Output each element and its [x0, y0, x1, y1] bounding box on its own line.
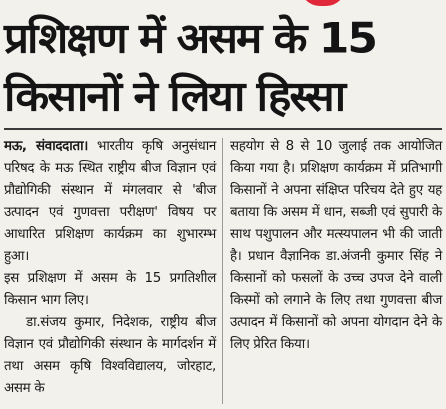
- article-column-1: [4, 136, 216, 400]
- headline-rule: [4, 128, 442, 130]
- dateline: मऊ, संवाददाता।: [4, 139, 89, 154]
- paragraph-2: इस प्रशिक्षण में असम के 15 प्रगतिशील किसान भाग लिए।: [4, 271, 216, 308]
- headline: [0, 10, 446, 126]
- paragraph-3: डा.संजय कुमार, निदेशक, राष्ट्रीय बीज विज्ञान एवं प्रौद्योगिकी संस्थान के मार्गदर्शन में तथा असम कृषि विश्वविद्यालय, जोरहाट, असम के: [4, 315, 216, 396]
- red-graphic-mark: [300, 0, 346, 6]
- paragraph-1-text: भारतीय कृषि अनुसंधान परिषद के मऊ स्थित राष्ट्रीय बीज विज्ञान एवं प्रौद्योगिकी संस्थान में मंगलवार से 'बीज उत्पादन एवं गुणवत्ता परीक्षण' विषय पर आधारित प्रशिक्षण कार्यक्रम का शुभारम्भ हुआ।: [4, 139, 216, 264]
- headline-line-1: प्रशिक्षण में असम के 15: [4, 14, 376, 63]
- paragraph-1: [4, 136, 216, 268]
- article-column-2: [230, 136, 442, 356]
- column-divider: [222, 138, 223, 404]
- paragraph-4: सहयोग से 8 से 10 जुलाई तक आयोजित किया गया है। प्रशिक्षण कार्यक्रम में प्रतिभागी किसानों ने अपना संक्षिप्त परिचय देते हुए यह बताया कि असम में धान, सब्जी एवं सुपारी के साथ पशुपालन और मत्स्यपालन भी की जाती है। प्रधान वैज्ञानिक डा.अंजनी कुमार सिंह ने किसानों को फसलों के उच्च उपज देने वाली किस्मों को लगाने के लिए तथा गुणवत्ता बीज उत्पादन में किसानों को अपना योगदान देने के लिए प्रेरित किया।: [230, 139, 442, 352]
- headline-line-2: किसानों ने लिया हिस्सा: [4, 72, 345, 121]
